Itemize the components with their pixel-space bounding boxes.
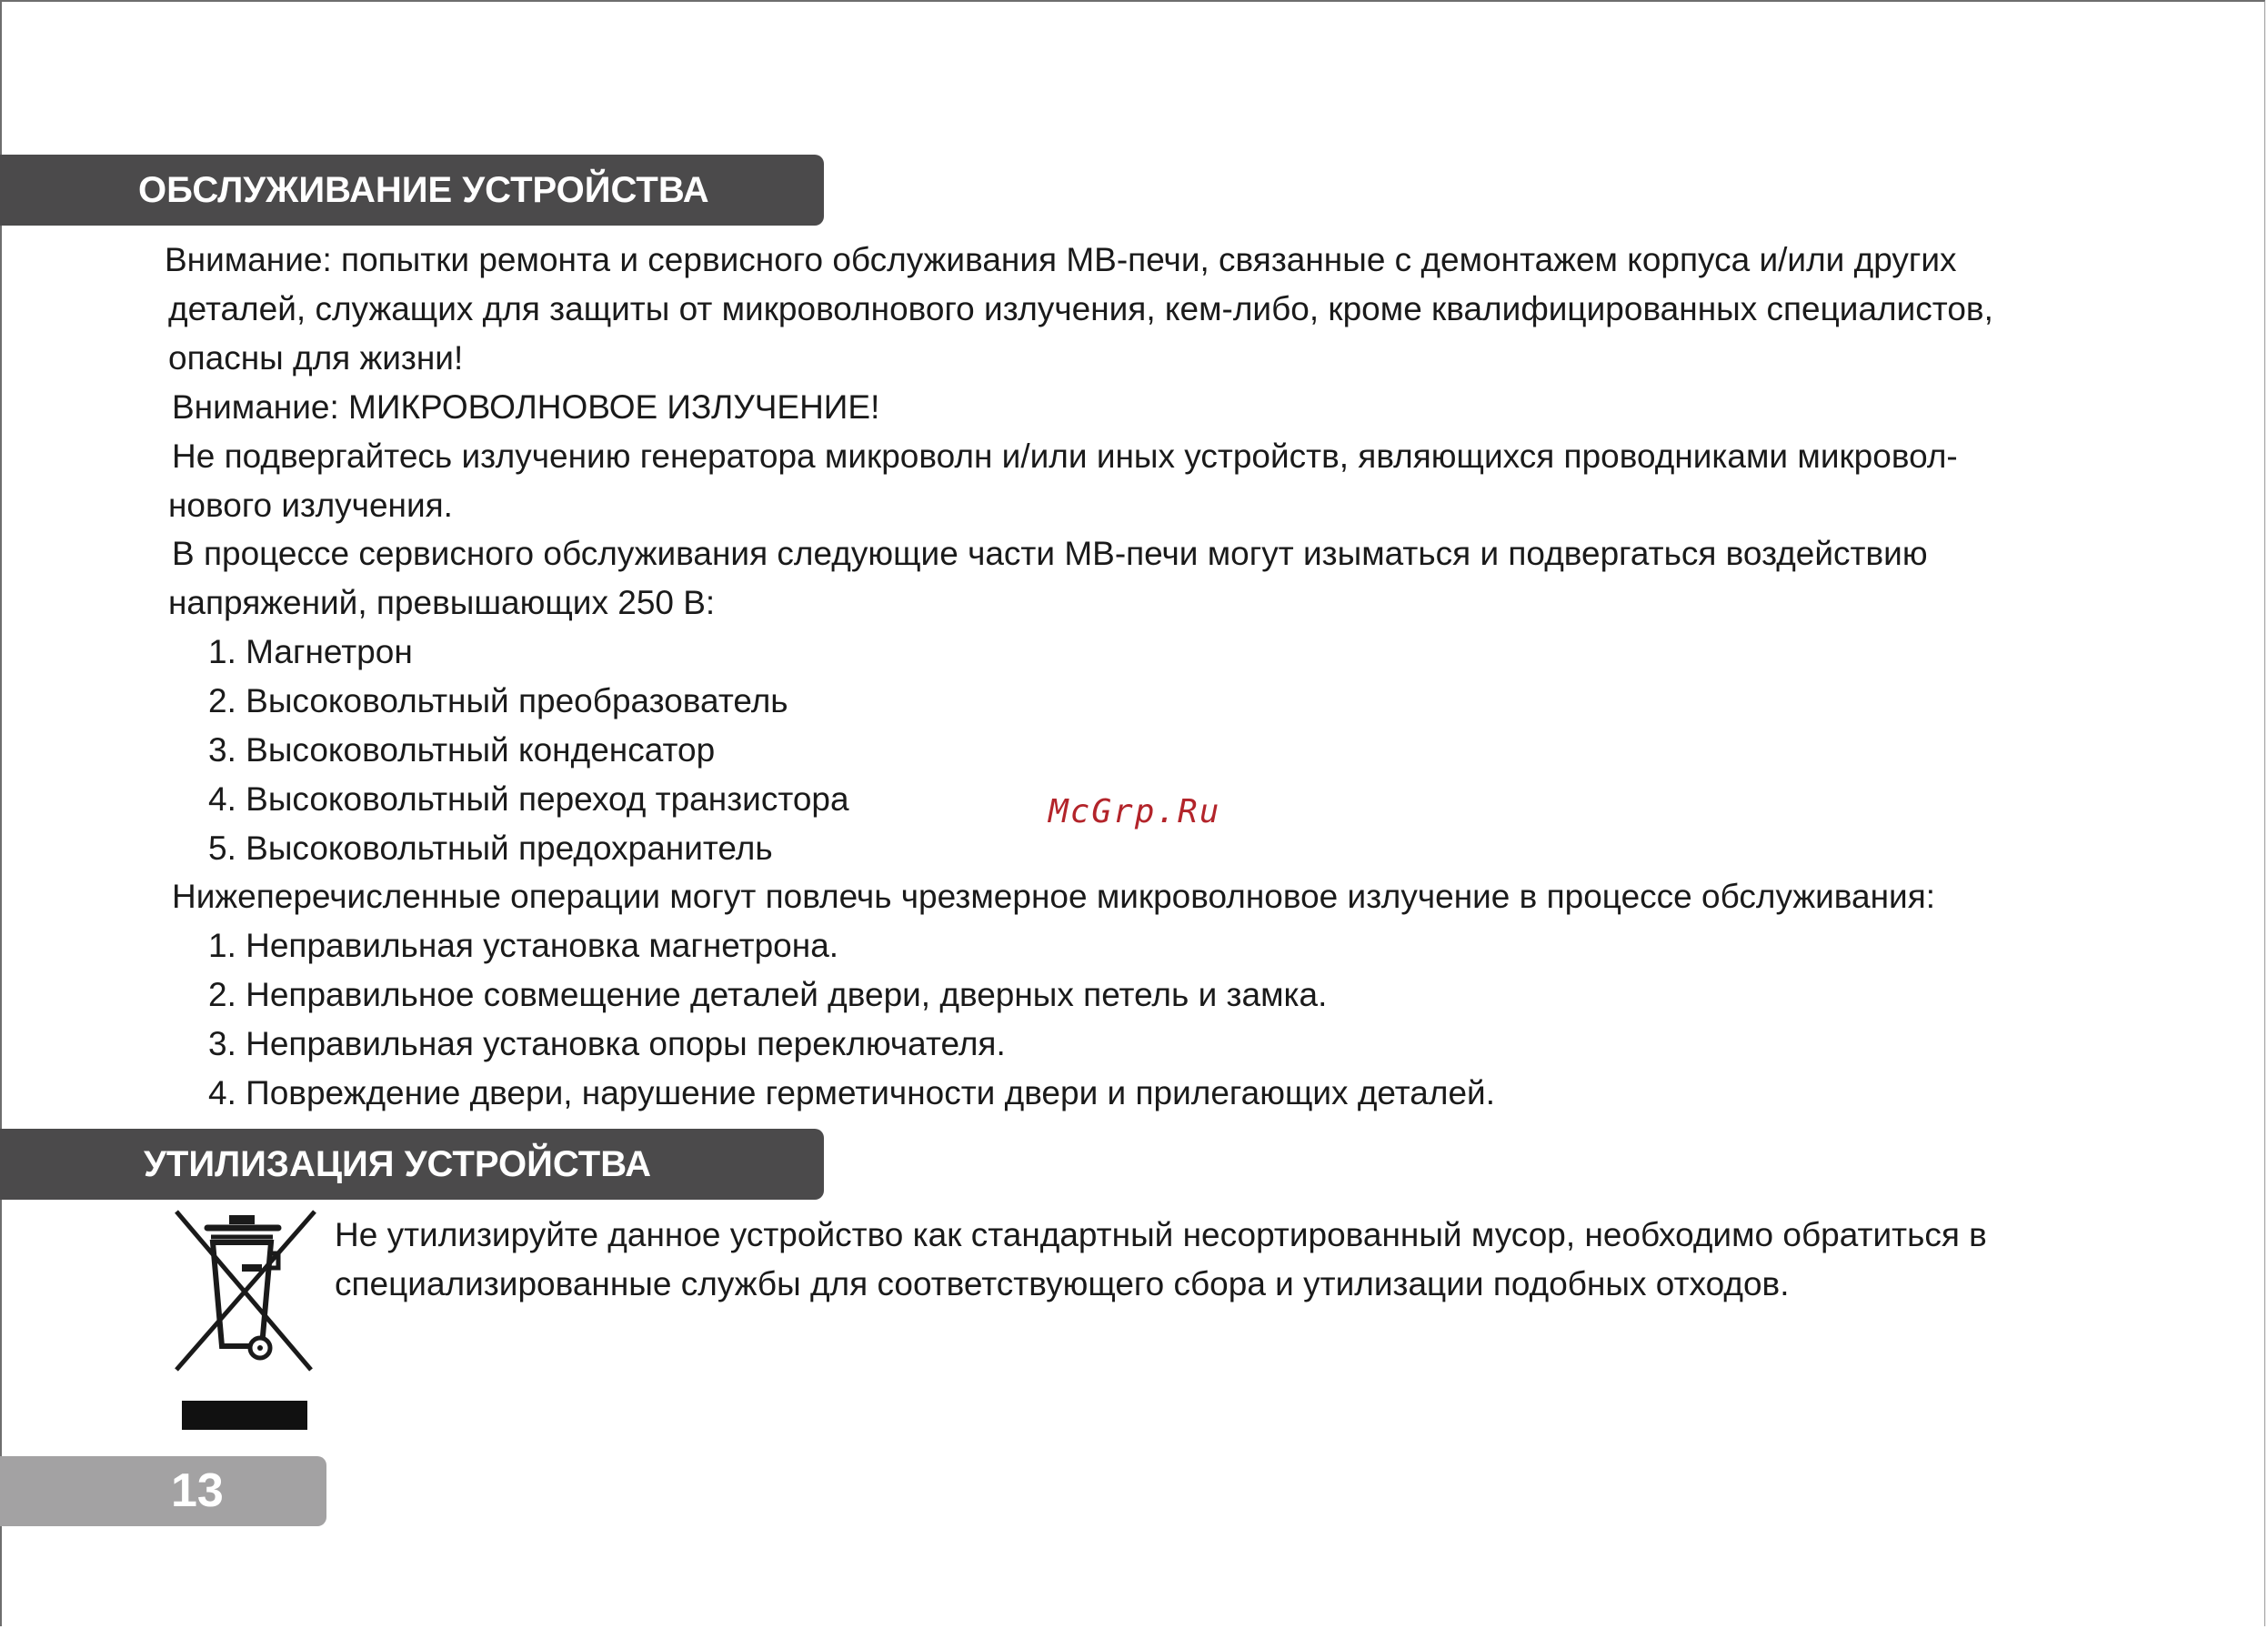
text-line: нового излучения. (168, 487, 453, 524)
text-line: специализированные службы для соответствующего сбора и утилизации подобных отходов. (335, 1265, 1790, 1302)
list-item: 4. Повреждение двери, нарушение герметичности двери и прилегающих деталей. (208, 1074, 1495, 1111)
list-item: 4. Высоковольтный переход транзистора (208, 780, 849, 818)
list-item: 1. Неправильная установка магнетрона. (208, 927, 839, 964)
list-item: 5. Высоковольтный предохранитель (208, 830, 773, 867)
list-item: 2. Неправильное совмещение деталей двери, дверных петель и замка. (208, 976, 1328, 1013)
section-header-service (0, 155, 824, 226)
text-line: напряжений, превышающих 250 В: (168, 584, 716, 621)
text-line: Внимание: попытки ремонта и сервисного обслуживания МВ-печи, связанные с демонтажем корпуса и/или других (165, 241, 1957, 278)
list-item: 3. Неправильная установка опоры переключателя. (208, 1025, 1006, 1062)
list-item: 3. Высоковольтный конденсатор (208, 731, 716, 769)
page-number: 13 (171, 1464, 224, 1517)
text-line: деталей, служащих для защиты от микроволнового излучения, кем-либо, кроме квалифицированных специалистов, (168, 290, 1993, 327)
section-title-disposal: УТИЛИЗАЦИЯ УСТРОЙСТВА (144, 1144, 651, 1184)
list-item: 2. Высоковольтный преобразователь (208, 682, 788, 719)
list-item: 1. Магнетрон (208, 633, 413, 670)
watermark: McGrp.Ru (1049, 793, 1221, 830)
section-header-disposal (0, 1129, 824, 1200)
section-title-service: ОБСЛУЖИВАНИЕ УСТРОЙСТВА (138, 170, 709, 210)
risk-intro: Нижеперечисленные операции могут повлечь чрезмерное микроволновое излучение в процессе обслуживания: (172, 878, 1936, 915)
crossed-out-wheelie-bin-icon (171, 1208, 320, 1432)
text-line: Не подвергайтесь излучению генератора микроволн и/или иных устройств, являющихся проводниками микровол- (172, 437, 1958, 475)
text-line: Не утилизируйте данное устройство как стандартный несортированный мусор, необходимо обратиться в (335, 1216, 1987, 1253)
text-line: В процессе сервисного обслуживания следующие части МВ-печи могут изыматься и подвергаться воздействию (172, 535, 1928, 572)
page-number-tab (0, 1456, 326, 1526)
microwave-warning: Внимание: МИКРОВОЛНОВОЕ ИЗЛУЧЕНИЕ! (172, 388, 880, 426)
text-line: опасны для жизни! (168, 339, 464, 377)
